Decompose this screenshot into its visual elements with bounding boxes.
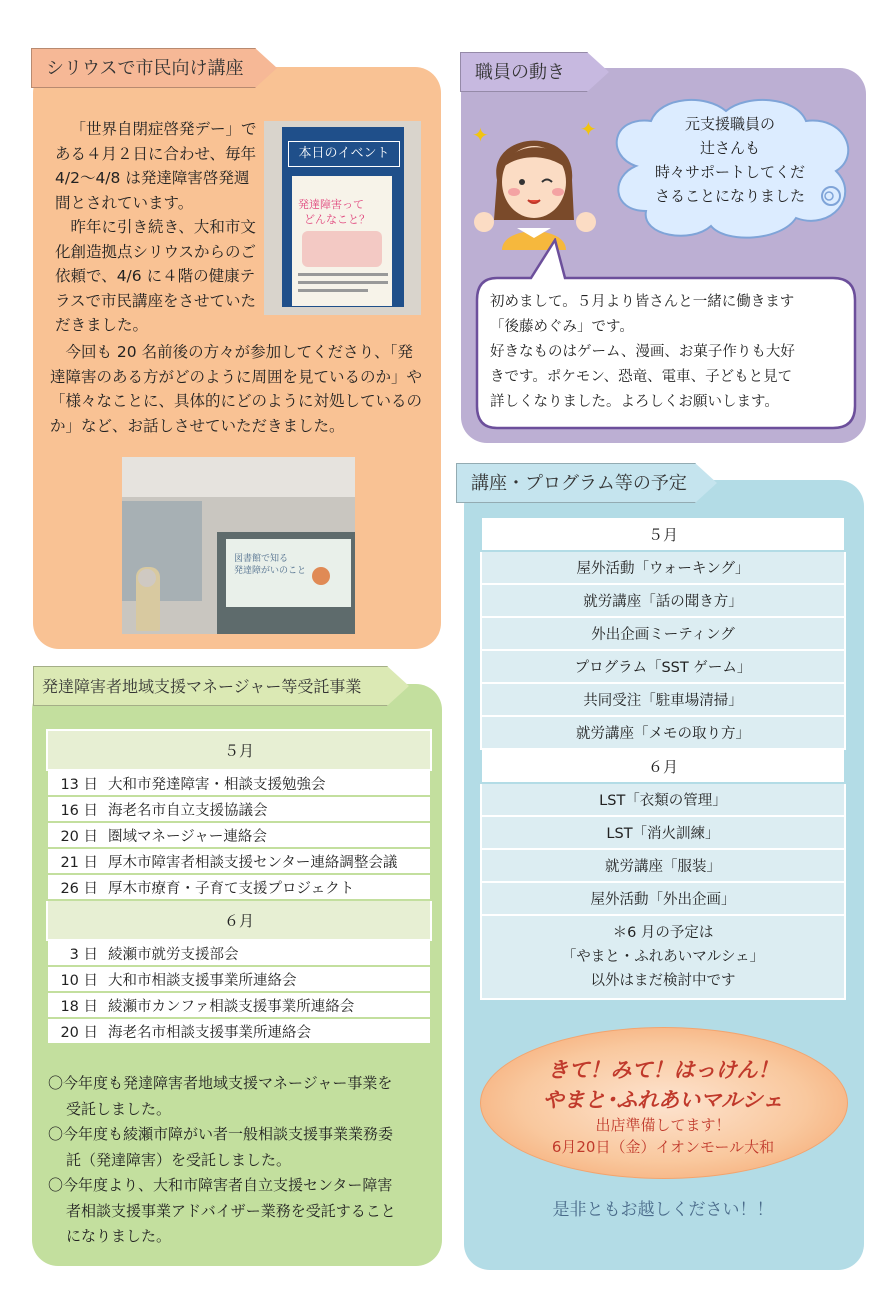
schedule-text: 綾瀬市カンファ相談支援事業所連絡会 [108, 998, 355, 1015]
marche-line2: やまと･ふれあいマルシェ [542, 1088, 784, 1112]
program-item: 就労講座「メモの取り方」 [481, 716, 845, 749]
june-note-line: ＊6 月の予定は [612, 925, 714, 941]
sparkle-icon: ✦ [580, 117, 597, 141]
poster-board-title: 本日のイベント [288, 141, 400, 167]
speech-line: 好きなものはゲーム、漫画、お菓子作りも大好 [490, 344, 795, 360]
sirius-header-tab [31, 48, 256, 88]
manager-schedule-table [46, 729, 432, 1045]
staff-character-illustration [462, 110, 612, 250]
schedule-row [47, 796, 431, 822]
event-poster-photo [264, 121, 421, 315]
schedule-day: 21 日 [60, 854, 98, 871]
schedule-day: 20 日 [60, 1024, 98, 1041]
schedule-row [47, 874, 431, 900]
manager-note [48, 1122, 433, 1173]
program-item: 就労講座「服装」 [481, 849, 845, 882]
note-text: 託（発達障害）を受託しました。 [66, 1150, 292, 1169]
speech-text [490, 290, 850, 415]
program-item: LST「衣類の管理」 [481, 783, 845, 816]
schedule-text: 圏域マネージャー連絡会 [108, 828, 267, 845]
schedule-day: 18 日 [60, 998, 98, 1015]
staff-header: 職員の動き [475, 62, 565, 83]
screen-text-line1: 図書館で知る [234, 554, 289, 564]
schedule-day: 16 日 [60, 802, 98, 819]
program-row [481, 551, 845, 584]
schedule-text: 厚木市療育・子育て支援プロジェクト [108, 880, 355, 897]
marche-line3: 出店準備してます！ [595, 1116, 731, 1134]
schedule-text: 海老名市自立支援協議会 [108, 802, 268, 819]
lecture-photo [122, 457, 355, 634]
schedule-day: 3 日 [69, 946, 98, 963]
sparkle-icon: ✦ [472, 123, 489, 147]
program-row [481, 849, 845, 882]
program-june-label: ６月 [481, 749, 845, 783]
program-item: 就労講座「話の聞き方」 [481, 584, 845, 617]
marche-line4: 6月20日（金）イオンモール大和 [551, 1138, 775, 1156]
sirius-header: シリウスで市民向け講座 [46, 58, 244, 79]
schedule-text: 大和市相談支援事業所連絡会 [108, 972, 297, 989]
schedule-text: 海老名市相談支援事業所連絡会 [108, 1024, 311, 1041]
manager-june-label: ６月 [47, 900, 431, 940]
program-item: 外出企画ミーティング [481, 617, 845, 650]
note-text: 今年度も綾瀬市障がい者一般相談支援事業業務委 [63, 1125, 394, 1143]
program-header-tab [456, 463, 696, 503]
speech-line: 詳しくなりました。よろしくお願いします。 [490, 394, 779, 410]
speech-line: 「後藤めぐみ」です。 [490, 319, 634, 335]
schedule-row [47, 848, 431, 874]
schedule-row [47, 992, 431, 1018]
marche-line1: きて！みて！はっけん！ [547, 1058, 779, 1082]
staff-header-tab [460, 52, 588, 92]
schedule-day: 20 日 [60, 828, 98, 845]
note-text: になりました。 [66, 1227, 172, 1245]
sirius-para2: 昨年に引き続き、大和市文化創造拠点シリウスからのご依頼で、4/6 に４階の健康テラスで市民講座をさせていただきました。 [55, 218, 257, 334]
cloud-line: さることになりました [654, 187, 805, 205]
cloud-line: 時々サポートしてくだ [654, 163, 805, 181]
note-text: 今年度より、大和市障害者自立支援センター障害 [63, 1176, 393, 1194]
note-text: 者相談支援事業アドバイザー業務を受託すること [66, 1201, 396, 1220]
manager-header: 発達障害者地域支援マネージャー等受託事業 [42, 677, 362, 696]
cloud-text [630, 112, 830, 208]
schedule-text: 綾瀬市就労支援部会 [108, 946, 239, 963]
program-row [481, 716, 845, 749]
june-note-line: 以外はまだ検討中です [590, 973, 736, 989]
schedule-row [47, 1018, 431, 1044]
schedule-row [47, 940, 431, 966]
marche-footer: 是非ともお越しください！！ [552, 1200, 774, 1220]
speech-line: 初めまして。５月より皆さんと一緒に働きます [490, 294, 795, 310]
sirius-para3: 今回も 20 名前後の方々が参加してくださり、「発達障害のある方がどのように周囲を見ているのか」や「様々なことに、具体的にどのように対処しているのか」など、お話しさせていただきました。 [50, 343, 423, 435]
program-row [481, 617, 845, 650]
cloud-line: 辻さんも [699, 139, 760, 157]
schedule-row [47, 822, 431, 848]
program-row [481, 783, 845, 816]
manager-notes [48, 1071, 433, 1250]
program-item: 屋外活動「外出企画」 [481, 882, 845, 915]
schedule-day: 26 日 [60, 880, 98, 897]
speech-line: きです。ポケモン、恐竜、電車、子どもと見て [490, 369, 793, 385]
program-row [481, 584, 845, 617]
program-item: 屋外活動「ウォーキング」 [481, 551, 845, 584]
note-text: 今年度も発達障害者地域支援マネージャー事業を [63, 1074, 393, 1092]
manager-may-label: ５月 [47, 730, 431, 770]
program-item: プログラム「SST ゲーム」 [481, 650, 845, 683]
program-schedule-table [480, 516, 846, 1000]
program-item: LST「消火訓練」 [481, 816, 845, 849]
sirius-para1: 「世界自閉症啓発デー」である４月２日に合わせ、毎年 4/2～4/8 は発達障害啓発週間とされています。 [55, 120, 257, 212]
note-text: 受託しました。 [66, 1099, 172, 1118]
program-item: 共同受注「駐車場清掃」 [481, 683, 845, 716]
manager-header-tab [33, 666, 388, 706]
schedule-text: 厚木市障害者相談支援センター連絡調整会議 [108, 854, 398, 871]
june-note-line: 「やまと・ふれあいマルシェ」 [561, 949, 765, 965]
schedule-text: 大和市発達障害・相談支援勉強会 [108, 776, 326, 793]
program-row [481, 882, 845, 915]
manager-note [48, 1071, 433, 1122]
program-row [481, 683, 845, 716]
program-may-label: ５月 [481, 517, 845, 551]
schedule-day: 13 日 [60, 776, 98, 793]
note-bullet: 〇 [48, 1074, 64, 1092]
program-june-note [481, 915, 845, 999]
manager-note [48, 1173, 433, 1250]
program-row [481, 816, 845, 849]
schedule-row [47, 966, 431, 992]
schedule-day: 10 日 [60, 972, 98, 989]
note-bullet: 〇 [48, 1125, 64, 1143]
schedule-row [47, 770, 431, 796]
poster-title-line2: どんなこと？ [304, 213, 370, 226]
cloud-line: 元支援職員の [684, 115, 775, 133]
poster-title-line1: 発達障害って [298, 198, 364, 211]
screen-text-line2: 発達障がいのこと [234, 566, 307, 576]
note-bullet: 〇 [48, 1176, 64, 1194]
program-row [481, 650, 845, 683]
program-header: 講座・プログラム等の予定 [471, 473, 687, 494]
